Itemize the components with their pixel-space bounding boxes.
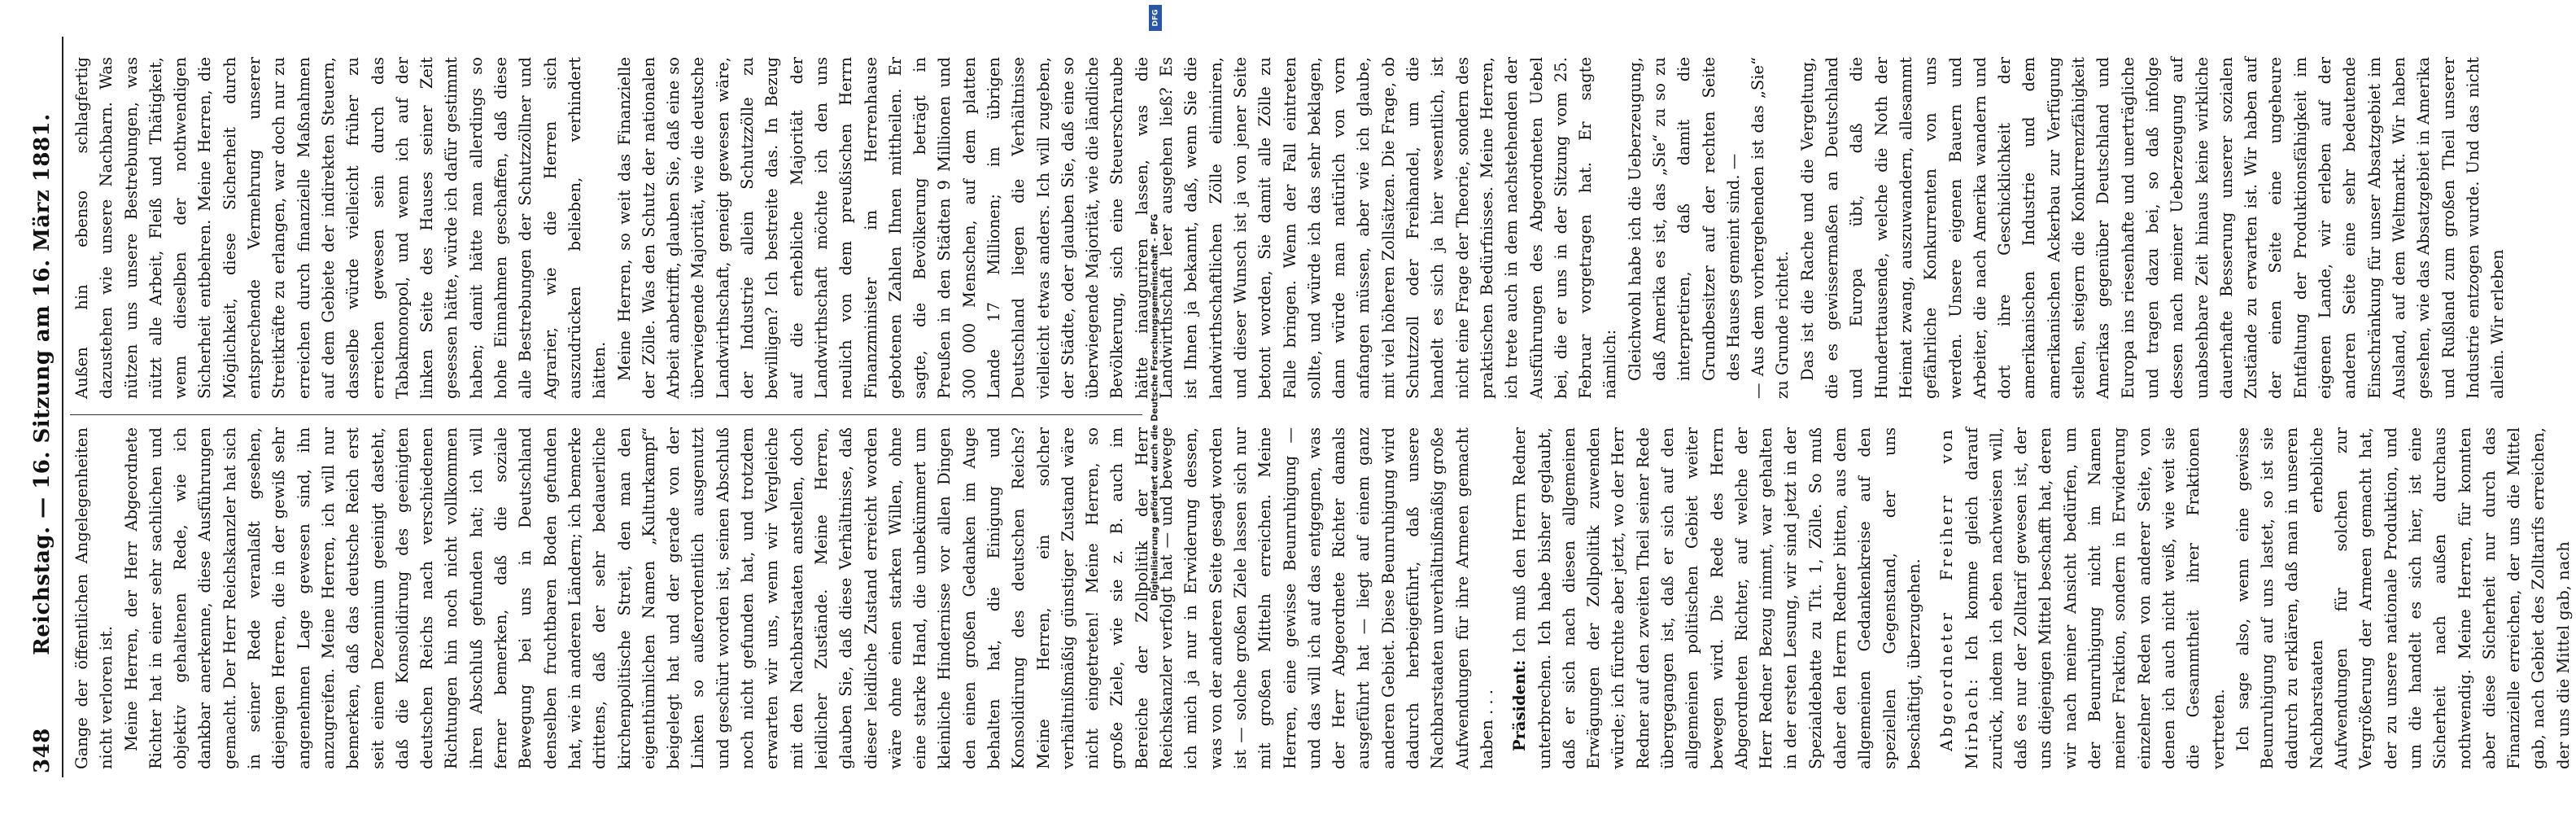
page-number: 348 [30, 728, 55, 773]
spacer [1927, 427, 1935, 769]
speech-text: Ich komme gleich darauf zurück, indem ich eben nachweisen will, daß es nur der Zolltarif gewesen ist, der uns diejenigen Mittel beschafft hat, deren wir nach meiner Ansicht bedürfen, um der Beunruhigung nicht im Namen meiner Fraktion, sondern in Erwiderung einzelner Reden von anderer Seite, von denen ich auch nicht weiß, wie weit sie die Gesammtheit ihrer Fraktionen vertreten. [1962, 427, 2228, 769]
paragraph: Ich sage also, wenn eine gewisse Beunruhigung auf uns lastet, so ist sie dadurch zu erklären, daß man in unseren Nachbarstaaten erhebliche Aufwendungen für solchen zur Vergrößerung der Armeen gemacht hat, der zu unsere nationale Produktion, und um die handelt es sich hier, ist eine Sicherheit nach außen durchaus nothwendig. Meine Herren, für konnten aber diese Sicherheit nur durch das Finanzielle erreichen, der uns die Mittel gab, nach Gebiet des Zolltarifs erreichen, der uns die Mittel gab, nach [2233, 427, 2573, 769]
header-rule [62, 37, 63, 777]
page-header-title: Reichstag. — 16. Sitzung am 16. März 1881. [30, 113, 55, 655]
speech-text: Ich muß den Herrn Redner unterbrechen. Ich habe bisher geglaubt, daß er sich nach diesen allgemeinen Erwägungen der Zollpolitik zuwenden würde; ich fürchte aber jetzt, wo der Herr Redner auf den zweiten Theil seiner Rede übergegangen ist, daß er sich auf den allgemeinen politischen Gebiet weiter bewegen wird. Die Rede des Herrn Abgeordneten Richter, auf welche der Herr Redner Bezug nimmt, war gehalten in der ersten Lesung, wir sind jetzt in der Spezialdebatte zu Tit. 1, Zölle. So muß daher den Herrn Redner bitten, aus dem allgemeinen Gedankenkreise auf den speziellen Gegenstand, der uns beschäftigt, überzugehen. [1510, 427, 1923, 769]
right-column [70, 57, 2508, 399]
paragraph: Meine Herren, so weit das Finanzielle der Zölle. Was den Schutz der nationalen Arbeit anbetrifft, glauben Sie, daß eine so überwiegende Majorität, wie die deutsche Landwirthschaft, geneigt gewesen wäre, der Industrie allein Schutzzölle zu bewilligen? Ich bestreite das. In Bezug auf die erhebliche Majorität der Landwirthschaft möchte ich den uns neulich von dem preußischen Herrn Finanzminister im Herrenhause gebotenen Zahlen Ihnen mittheilen. Er sagte, die Bevölkerung beträgt in Preußen in den Städten 9 Millionen und 300 000 Menschen, auf dem platten Lande 17 Millionen; im übrigen Deutschland liegen die Verhältnisse vielleicht etwas anders. Ich will zugeben, der Städte, oder glauben Sie, daß eine so überwiegende Majorität, wie die ländliche Bevölkerung, sich eine Steuerschraube hätte inauguriren lassen, was die Landwirthschaft leer ausgehen ließ? Es ist Ihnen ja bekannt, daß, wenn Sie die landwirthschaftlichen Zölle eliminiren, und dieser Wunsch ist ja von jener Seite betont worden, Sie damit alle Zölle zu Falle bringen. Wenn der Fall eintreten sollte, und würde ich das sehr beklagen, dann würde man natürlich von vorn anfangen müssen, aber wie ich glaube, mit viel höheren Zollsätzen. Die Frage, ob Schutzzoll oder Freihandel, um die handelt es sich ja hier wesentlich, ist nicht eine Frage der Theorie, sondern des praktischen Bedürfnisses. Meine Herren, ich trete auch in dem nachstehenden der Ausführungen des Abgeordneten Uebel bei, die er uns in der Sitzung vom 25. Februar vorgetragen hat. Er sagte nämlich: [614, 57, 1620, 399]
running-head [26, 41, 59, 773]
column-divider [70, 414, 1142, 415]
paragraph: Das ist die Rache und die Vergeltung, die es gewissermaßen an Deutschland und Europa übt, daß die Hunderttausende, welche die Noth der Heimat zwang, auszuwandern, allesammt gefährliche Konkurrenten von uns werden. Unsere eigenen Bauern und Arbeiter, die nach Amerika wandern und dort ihre Geschicklichkeit der amerikanischen Industrie und dem amerikanischen Ackerbau zur Verfügung stellen, steigern die Konkurrenzfähigkeit Amerikas gegenüber Deutschland und Europa ins riesenhafte und unerträgliche und tragen dazu bei, so daß infolge dessen nach meiner Ueberzeugung auf unabsehbare Zeit hinaus keine wirkliche dauerhafte Besserung unserer sozialen Zustände zu erwarten ist. Wir haben auf der einen Seite eine ungeheure Entfaltung der Produktionsfähigkeit im eigenen Lande, wir erleben auf der anderen Seite eine sehr bedeutende Einschränkung für unser Absatzgebiet im Ausland, auf dem Weltmarkt. Wir haben gesehen, wie das Absatzgebiet in Amerika und Rußland zum großen Theil unserer Industrie entzogen wurde. Und das nicht allein. Wir erleben [1797, 57, 2508, 399]
paragraph: Meine Herren, der Herr Abgeordnete Richter hat in einer sehr sachlichen und objektiv gehaltenen Rede, wie ich dankbar anerkenne, diese Ausführungen gemacht. Der Herr Reichskanzler hat sich in seiner Rede veranlaßt gesehen, diejenigen Herren, die in der gewiß sehr angenehmen Lage gewesen sind, ihn anzugreifen. Meine Herren, ich will nur bemerken, daß das deutsche Reich erst seit einem Dezennium geeinigt dasteht, daß die Konsolidirung des geeinigten deutschen Reichs nach verschiedenen Richtungen hin noch nicht vollkommen ihren Abschluß gefunden hat; ich will ferner bemerken, daß die soziale Bewegung bei uns in Deutschland denselben fruchtbaren Boden gefunden hat, wie in anderen Ländern; ich bemerke drittens, daß der sehr bedauerliche kirchenpolitische Streit, den man den eigenthümlichen Namen „Kulturkampf“ beigelegt hat und der gerade von der Linken so außerordentlich ausgenutzt und geschürt worden ist, seinen Abschluß noch nicht gefunden hat, und trotzdem erwarten wir uns, wenn wir Vergleiche mit den Nachbarstaaten anstellen, doch leidlicher Zustände. Meine Herren, glauben Sie, daß diese Verhältnisse, daß dieser leidliche Zustand erreicht worden wäre ohne einen starken Willen, ohne eine starke Hand, die unbekümmert um kleinliche Hindernisse vor allen Dingen den einen großen Gedanken im Auge behalten hat, die Einigung und Konsolidirung des deutschen Reichs? Meine Herren, ein solcher verhältnißmäßig günstiger Zustand wäre nicht eingetreten! Meine Herren, so große Ziele, wie sie z. B. auch im Bereiche der Zollpolitik der Herr Reichskanzler verfolgt hat — und bewege ich mich ja nur in Erwiderung dessen, was von der anderen Seite gesagt worden ist — solche großen Ziele lassen sich nur mit großen Mitteln erreichen. Meine Herren, eine gewisse Beunruhigung — und das will ich auf das entgegnen, was der Herr Abgeordnete Richter damals ausgeführt hat — liegt auf einem ganz anderen Gebiet. Diese Beunruhigung wird dadurch herbeigeführt, daß unsere Nachbarstaaten unverhältnißmäßig große Aufwendungen für ihre Armeen gemacht haben . . . [121, 427, 1496, 769]
speaker-label: Präsident: [1510, 659, 1530, 751]
digitization-note-text: Digitalisierung gefördert durch die Deutsche Forschungsgemeinschaft - DFG [1149, 213, 1160, 601]
paragraph: Gange der öffentlichen Angelegenheiten nicht verloren ist. [72, 427, 116, 769]
digitization-note [1146, 0, 1164, 814]
speaker-label: Abgeordneter Freiherr von Mirbach: [1937, 427, 1981, 769]
president-paragraph [1508, 427, 1927, 769]
quotation: Gleichwohl habe ich die Ueberzeugung, daß Amerika es ist, das „Sie“ zu so zu interpretiren, daß damit die Grundbesitzer auf der rechten Seite des Hauses gemeint sind. — [1625, 57, 1743, 381]
speaker-paragraph [1935, 427, 2231, 769]
spacer [1500, 427, 1508, 769]
dfg-logo-icon: DFG [1149, 5, 1162, 31]
paragraph: Außen hin ebenso schlagfertig dazustehen wie unsere Nachbarn. Was nützen uns unsere Bestrebungen, was nützt alle Arbeit, Fleiß und Thätigkeit, wenn dieselben der nothwendigen Sicherheit entbehren. Meine Herren, die Möglichkeit, diese Sicherheit durch entsprechende Vermehrung unserer Streitkräfte zu erlangen, war doch nur zu erreichen durch finanzielle Maßnahmen auf dem Gebiete der indirekten Steuern, dasselbe würde vielleicht früher zu erreichen gewesen sein durch das Tabakmonopol, und wenn ich auf der linken Seite des Hauses seiner Zeit gesessen hätte, würde ich dafür gestimmt haben; damit hätte man allerdings so hohe Einnahmen geschaffen, daß diese alle Bestrebungen der Schutzzöllner und Agrarier, wie die Herren sich auszudrücken belieben, verhindert hätten. [72, 57, 609, 399]
left-column [70, 427, 2573, 769]
interjection: — Aus dem vorhergehenden ist das „Sie“ zu Grunde richtet. [1749, 57, 1792, 399]
